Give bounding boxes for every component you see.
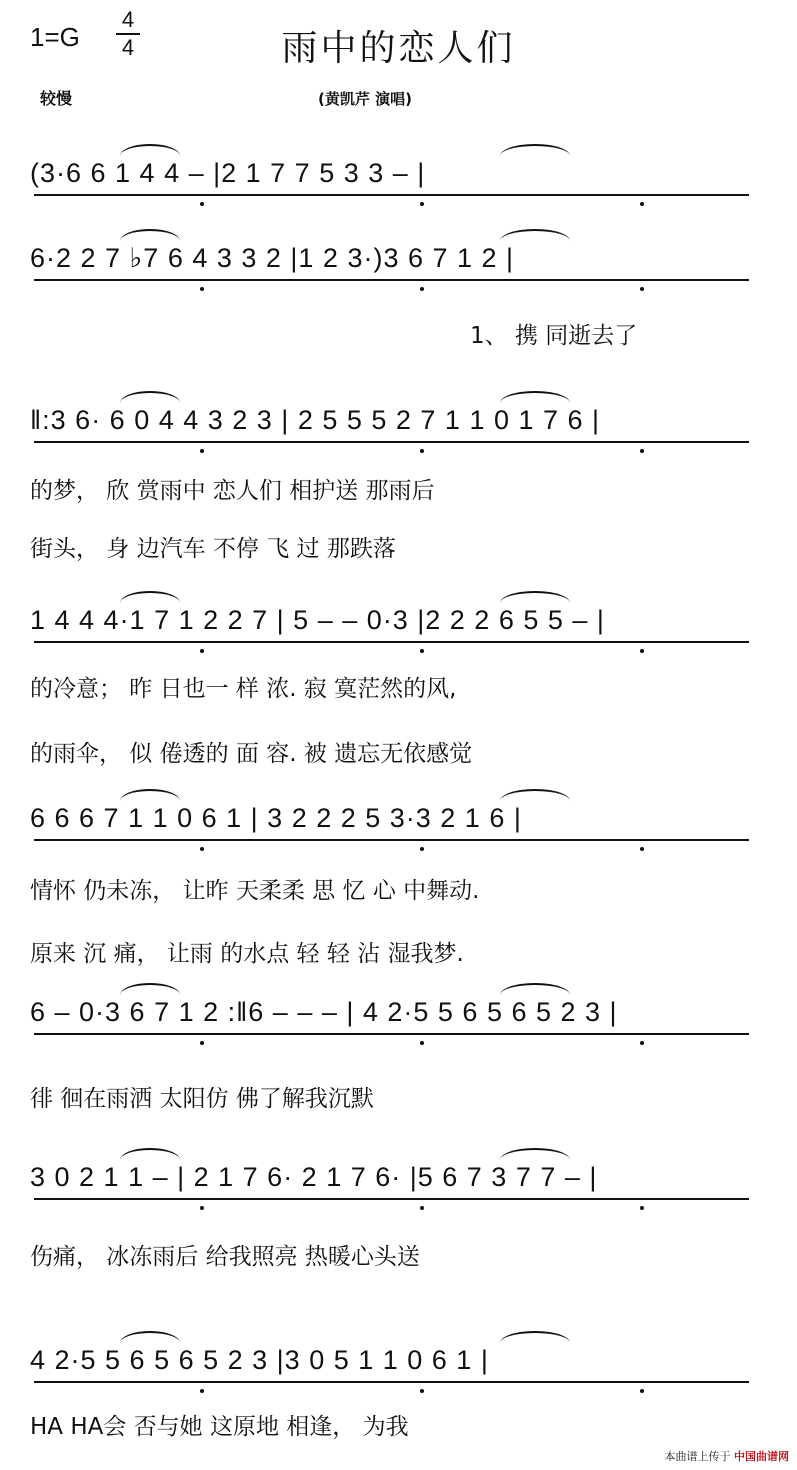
octave-dot: [200, 847, 204, 851]
octave-dot: [200, 449, 204, 453]
octave-dot: [420, 847, 424, 851]
slur-mark: [500, 1148, 570, 1160]
lyric-line: 的冷意； 昨 日也一 样 浓. 寂 寞茫然的风,: [30, 676, 457, 702]
notation-line: 3 0 2 1 1 – | 2 1 7 6· 2 1 7 6· |5 6 7 3 7 7 – |: [30, 1162, 598, 1192]
lyric-line: 街头， 身 边汽车 不停 飞 过 那跌落: [30, 536, 396, 562]
lyric-line: 情怀 仍未冻， 让昨 天柔柔 思 忆 心 中舞动.: [30, 878, 480, 904]
octave-dot: [640, 1389, 644, 1393]
song-title: 雨中的恋人们: [281, 28, 516, 69]
octave-dot: [640, 449, 644, 453]
beam-line: [34, 441, 749, 443]
slur-mark: [120, 391, 180, 403]
notation-line: 6 – 0·3 6 7 1 2 :‖6 – – – | 4 2·5 5 6 5 6 5 2 3 |: [30, 997, 618, 1027]
beam-line: [34, 194, 749, 196]
beam-line: [34, 1033, 749, 1035]
slur-mark: [120, 789, 180, 801]
notation-line: ‖:3 6· 6 0 4 4 3 2 3 | 2 5 5 5 2 7 1 1 0 1 7 6 |: [30, 405, 601, 435]
beam-line: [34, 1198, 749, 1200]
octave-dot: [420, 202, 424, 206]
slur-mark: [500, 1331, 570, 1343]
octave-dot: [640, 1206, 644, 1210]
octave-dot: [640, 202, 644, 206]
time-signature-bottom: 4: [121, 35, 135, 60]
footer-watermark: [665, 1448, 790, 1464]
lyric-line: 1、 携 同逝去了: [470, 323, 638, 349]
octave-dot: [640, 1041, 644, 1045]
lyric-line: 徘 徊在雨洒 太阳仿 佛了解我沉默: [30, 1086, 374, 1112]
beam-line: [34, 641, 749, 643]
octave-dot: [640, 847, 644, 851]
beam-line: [34, 279, 749, 281]
slur-mark: [120, 591, 180, 603]
octave-dot: [640, 287, 644, 291]
lyric-line: 的雨伞， 似 倦透的 面 容. 被 遗忘无依感觉: [30, 741, 473, 767]
octave-dot: [200, 287, 204, 291]
slur-mark: [120, 1331, 180, 1343]
slur-mark: [120, 144, 180, 156]
slur-mark: [120, 229, 180, 241]
octave-dot: [420, 1206, 424, 1210]
notation-line: 6 6 6 7 1 1 0 6 1 | 3 2 2 2 5 3·3 2 1 6 |: [30, 803, 522, 833]
notation-line: 1 4 4 4·1 7 1 2 2 7 | 5 – – 0·3 |2 2 2 6 5 5 – |: [30, 605, 605, 635]
octave-dot: [420, 449, 424, 453]
tempo-marking: 较慢: [40, 89, 73, 108]
slur-mark: [500, 229, 570, 241]
slur-mark: [500, 789, 570, 801]
lyric-line: 伤痛， 冰冻雨后 给我照亮 热暖心头送: [30, 1244, 420, 1270]
beam-line: [34, 1381, 749, 1383]
octave-dot: [420, 649, 424, 653]
lyric-line: 的梦， 欣 赏雨中 恋人们 相护送 那雨后: [30, 478, 435, 504]
notation-line: 4 2·5 5 6 5 6 5 2 3 |3 0 5 1 1 0 6 1 |: [30, 1345, 489, 1375]
octave-dot: [420, 1389, 424, 1393]
slur-mark: [500, 391, 570, 403]
performer-credit: (黄凯芹 演唱): [318, 90, 412, 108]
slur-mark: [500, 144, 570, 156]
octave-dot: [420, 1041, 424, 1045]
lyric-line: 原来 沉 痛， 让雨 的水点 轻 轻 沾 湿我梦.: [30, 941, 464, 967]
site-brand: 中国曲谱网: [734, 1450, 789, 1463]
slur-mark: [500, 983, 570, 995]
slur-mark: [500, 591, 570, 603]
octave-dot: [200, 649, 204, 653]
octave-dot: [200, 1041, 204, 1045]
key-signature: 1=G: [30, 22, 80, 52]
notation-line: 6·2 2 7 ♭7 6 4 3 3 2 |1 2 3·)3 6 7 1 2 |: [30, 243, 515, 273]
lyric-line: HA HA会 否与她 这原地 相逢， 为我: [30, 1414, 409, 1440]
time-signature-top: 4: [121, 7, 135, 32]
upload-text: 本曲谱上传于: [664, 1450, 731, 1463]
beam-line: [34, 839, 749, 841]
octave-dot: [640, 649, 644, 653]
octave-dot: [200, 202, 204, 206]
slur-mark: [120, 1148, 180, 1160]
octave-dot: [200, 1389, 204, 1393]
slur-mark: [120, 983, 180, 995]
octave-dot: [420, 287, 424, 291]
notation-line: (3·6 6 1 4 4 – |2 1 7 7 5 3 3 – |: [30, 158, 426, 188]
octave-dot: [200, 1206, 204, 1210]
